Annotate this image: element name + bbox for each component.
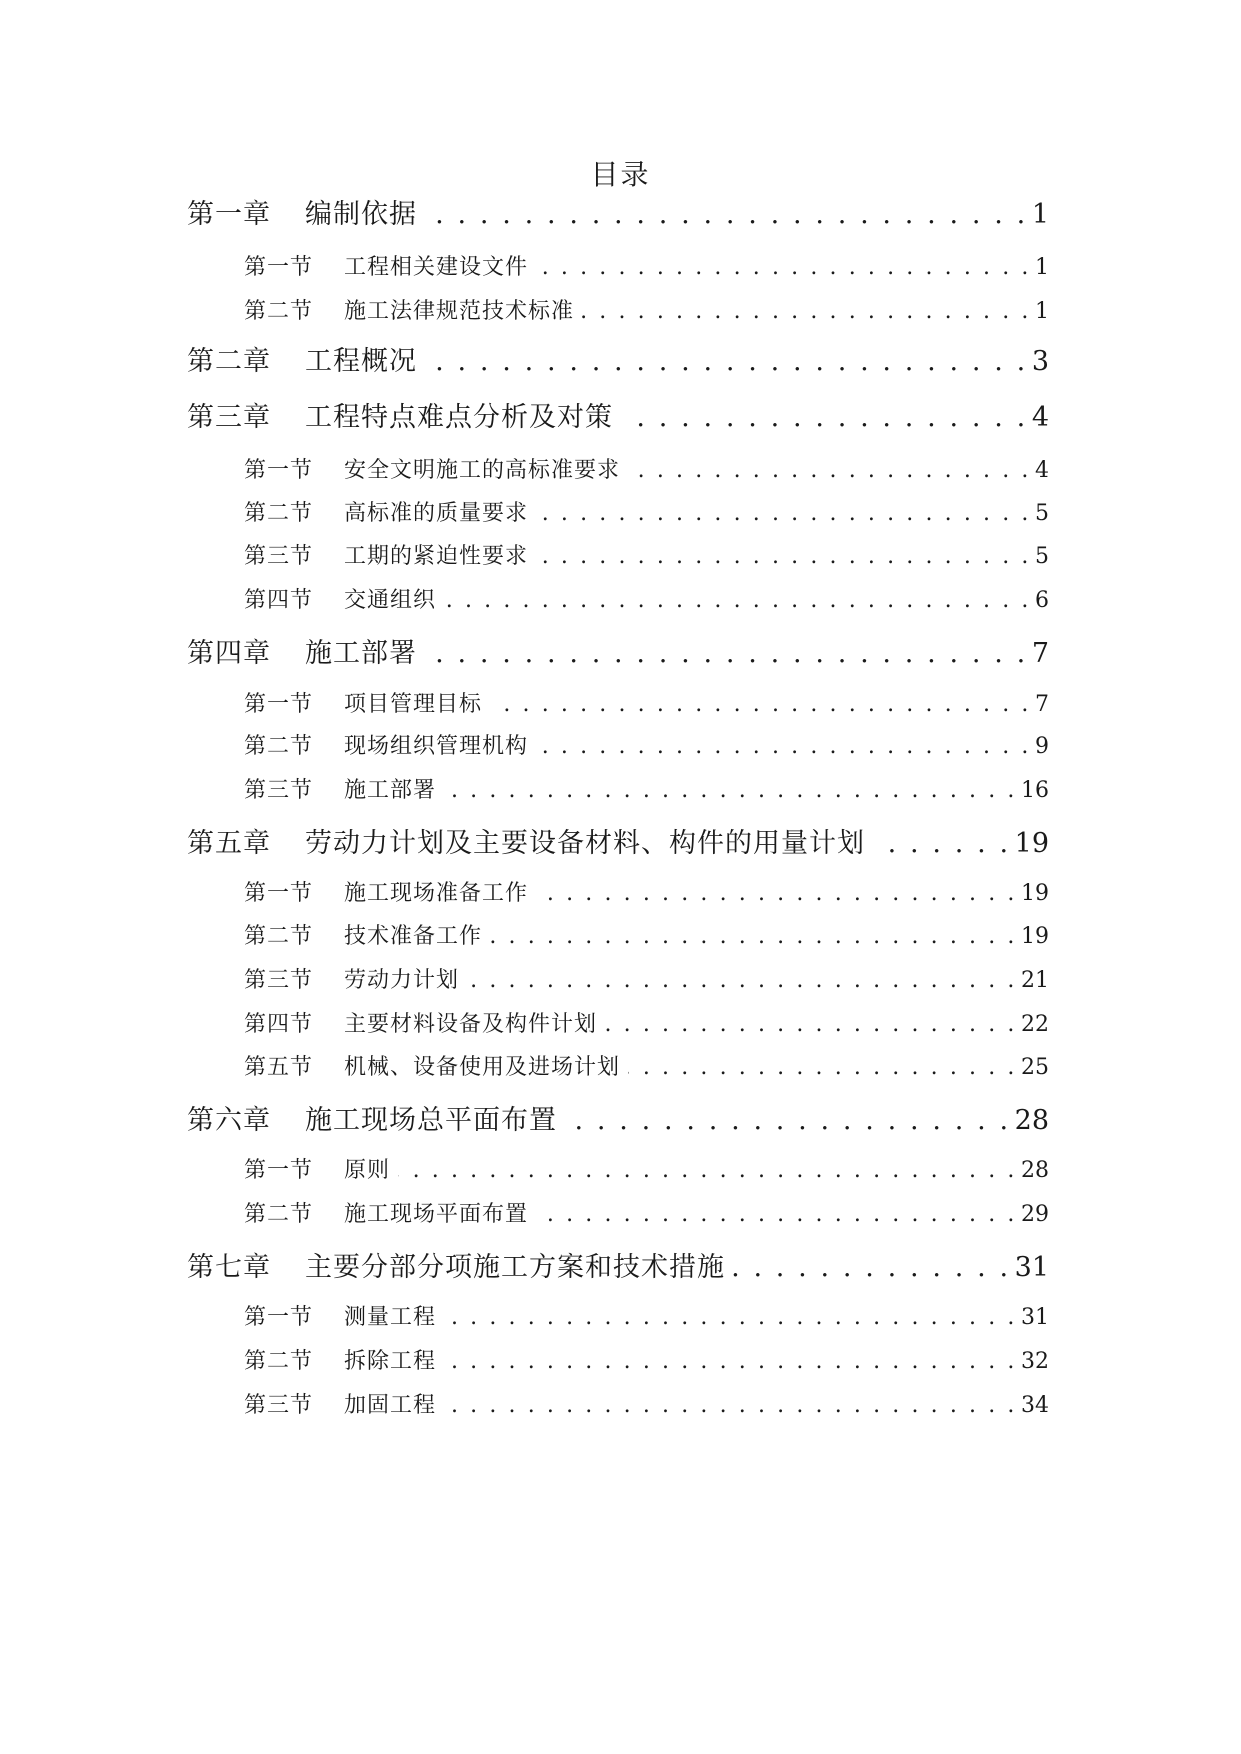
toc-dot-leader — [467, 966, 1017, 996]
toc-dot-leader — [621, 400, 1028, 436]
toc-page-number: 28 — [1014, 1105, 1049, 1136]
toc-section-entry[interactable] — [244, 297, 1049, 327]
toc-section-entry[interactable] — [244, 499, 1049, 529]
toc-entry-number: 第二节 — [244, 1202, 314, 1227]
toc-entry-number: 第二章 — [187, 346, 271, 377]
toc-entry-number: 第一节 — [244, 255, 314, 280]
toc-page-number: 5 — [1035, 544, 1049, 569]
toc-entry-title: 安全文明施工的高标准要求 — [344, 458, 621, 483]
toc-entry-title: 工程概况 — [305, 346, 417, 377]
toc-entry-title: 加固工程 — [344, 1393, 437, 1418]
toc-page-number: 25 — [1021, 1055, 1049, 1080]
toc-section-entry[interactable] — [244, 966, 1049, 996]
toc-dot-leader — [444, 776, 1017, 806]
toc-dot-leader — [444, 1347, 1017, 1377]
toc-page-number: 3 — [1031, 346, 1049, 377]
toc-dot-leader — [425, 636, 1028, 672]
toc-entry-title: 测量工程 — [344, 1305, 437, 1330]
toc-page-number: 34 — [1021, 1393, 1049, 1418]
toc-chapter-entry[interactable] — [187, 344, 1049, 380]
toc-section-entry[interactable] — [244, 690, 1049, 720]
toc-chapter-entry[interactable] — [187, 826, 1049, 862]
toc-dot-leader — [398, 1156, 1017, 1186]
toc-section-entry[interactable] — [244, 732, 1049, 762]
toc-entry-number: 第二节 — [244, 501, 314, 526]
toc-section-entry[interactable] — [244, 456, 1049, 486]
toc-entry-number: 第一节 — [244, 458, 314, 483]
toc-entry-number: 第四节 — [244, 588, 314, 613]
toc-page-number: 5 — [1035, 501, 1049, 526]
toc-page-number: 31 — [1014, 1252, 1049, 1283]
toc-section-entry[interactable] — [244, 776, 1049, 806]
toc-entry-title: 施工现场平面布置 — [344, 1202, 529, 1227]
toc-page-number: 29 — [1021, 1202, 1049, 1227]
toc-entry-number: 第三节 — [244, 968, 314, 993]
toc-page-number: 19 — [1021, 924, 1049, 949]
toc-dot-leader — [444, 1391, 1017, 1421]
toc-dot-leader — [536, 879, 1017, 909]
toc-section-entry[interactable] — [244, 1156, 1049, 1186]
toc-section-entry[interactable] — [244, 1347, 1049, 1377]
toc-entry-number: 第五章 — [187, 828, 271, 859]
toc-entry-number: 第二节 — [244, 924, 314, 949]
toc-dot-leader — [733, 1250, 1011, 1286]
toc-dot-leader — [536, 542, 1031, 572]
toc-entry-title: 施工法律规范技术标准 — [344, 299, 575, 324]
toc-entry-number: 第一节 — [244, 1305, 314, 1330]
toc-dot-leader — [605, 1010, 1017, 1040]
toc-dot-leader — [582, 297, 1031, 327]
toc-page-number: 1 — [1035, 255, 1049, 280]
toc-section-entry[interactable] — [244, 1053, 1049, 1083]
toc-section-entry[interactable] — [244, 922, 1049, 952]
toc-page-number: 9 — [1035, 734, 1049, 759]
toc-entry-title: 主要材料设备及构件计划 — [344, 1012, 598, 1037]
toc-page-number: 1 — [1031, 199, 1049, 230]
toc-entry-number: 第三节 — [244, 544, 314, 569]
toc-entry-title: 编制依据 — [305, 199, 417, 230]
toc-entry-title: 劳动力计划 — [344, 968, 460, 993]
toc-entry-number: 第一节 — [244, 881, 314, 906]
toc-section-entry[interactable] — [244, 586, 1049, 616]
toc-entry-number: 第一节 — [244, 692, 314, 717]
toc-entry-title: 机械、设备使用及进场计划 — [344, 1055, 621, 1080]
toc-entry-title: 施工现场总平面布置 — [305, 1105, 557, 1136]
toc-entry-number: 第一节 — [244, 1158, 314, 1183]
toc-entry-title: 项目管理目标 — [344, 692, 483, 717]
toc-dot-leader — [425, 344, 1028, 380]
toc-dot-leader — [873, 826, 1011, 862]
toc-title: 目录 — [590, 158, 651, 191]
toc-entry-title: 高标准的质量要求 — [344, 501, 529, 526]
toc-chapter-entry[interactable] — [187, 400, 1049, 436]
toc-entry-title: 原则 — [344, 1158, 391, 1183]
toc-section-entry[interactable] — [244, 879, 1049, 909]
toc-entry-title: 施工部署 — [305, 638, 417, 669]
toc-page-number: 28 — [1021, 1158, 1049, 1183]
toc-entry-number: 第三节 — [244, 778, 314, 803]
toc-entry-number: 第四章 — [187, 638, 271, 669]
toc-page-number: 22 — [1021, 1012, 1049, 1037]
toc-dot-leader — [628, 1053, 1017, 1083]
toc-dot-leader — [490, 690, 1031, 720]
toc-page-number: 4 — [1031, 402, 1049, 433]
toc-section-entry[interactable] — [244, 542, 1049, 572]
toc-dot-leader — [490, 922, 1017, 952]
toc-page-number: 1 — [1035, 299, 1049, 324]
toc-page-number: 4 — [1035, 458, 1049, 483]
toc-dot-leader — [536, 732, 1031, 762]
toc-dot-leader — [425, 197, 1028, 233]
toc-section-entry[interactable] — [244, 1010, 1049, 1040]
toc-dot-leader — [444, 1303, 1017, 1333]
toc-entry-title: 拆除工程 — [344, 1349, 437, 1374]
toc-entry-number: 第二节 — [244, 1349, 314, 1374]
toc-entry-number: 第四节 — [244, 1012, 314, 1037]
toc-chapter-entry[interactable] — [187, 1250, 1049, 1286]
toc-entry-number: 第六章 — [187, 1105, 271, 1136]
toc-dot-leader — [536, 253, 1031, 283]
toc-page-number: 19 — [1014, 828, 1049, 859]
toc-dot-leader — [444, 586, 1031, 616]
toc-section-entry[interactable] — [244, 1391, 1049, 1421]
toc-dot-leader — [536, 1200, 1017, 1230]
toc-entry-title: 工期的紧迫性要求 — [344, 544, 529, 569]
toc-entry-title: 交通组织 — [344, 588, 437, 613]
toc-section-entry[interactable] — [244, 1200, 1049, 1230]
toc-dot-leader — [536, 499, 1031, 529]
toc-entry-title: 施工部署 — [344, 778, 437, 803]
toc-entry-number: 第七章 — [187, 1252, 271, 1283]
toc-entry-number: 第二节 — [244, 299, 314, 324]
toc-section-entry[interactable] — [244, 253, 1049, 283]
toc-chapter-entry[interactable] — [187, 1103, 1049, 1139]
toc-dot-leader — [628, 456, 1031, 486]
toc-page-number: 19 — [1021, 881, 1049, 906]
toc-entry-title: 工程相关建设文件 — [344, 255, 529, 280]
toc-page-number: 7 — [1035, 692, 1049, 717]
toc-page-number: 31 — [1021, 1305, 1049, 1330]
toc-entry-title: 技术准备工作 — [344, 924, 483, 949]
toc-page-number: 7 — [1031, 638, 1049, 669]
toc-entry-title: 劳动力计划及主要设备材料、构件的用量计划 — [305, 828, 865, 859]
toc-section-entry[interactable] — [244, 1303, 1049, 1333]
toc-entry-title: 主要分部分项施工方案和技术措施 — [305, 1252, 725, 1283]
toc-entry-title: 现场组织管理机构 — [344, 734, 529, 759]
toc-entry-number: 第一章 — [187, 199, 271, 230]
toc-page-number: 21 — [1021, 968, 1049, 993]
toc-entry-number: 第二节 — [244, 734, 314, 759]
toc-entry-number: 第五节 — [244, 1055, 314, 1080]
toc-entry-number: 第三节 — [244, 1393, 314, 1418]
toc-entry-title: 施工现场准备工作 — [344, 881, 529, 906]
toc-chapter-entry[interactable] — [187, 197, 1049, 233]
toc-chapter-entry[interactable] — [187, 636, 1049, 672]
toc-page-number: 16 — [1021, 778, 1049, 803]
toc-entry-number: 第三章 — [187, 402, 271, 433]
toc-dot-leader — [565, 1103, 1011, 1139]
toc-page-number: 32 — [1021, 1349, 1049, 1374]
toc-entry-title: 工程特点难点分析及对策 — [305, 402, 613, 433]
toc-page-number: 6 — [1035, 588, 1049, 613]
